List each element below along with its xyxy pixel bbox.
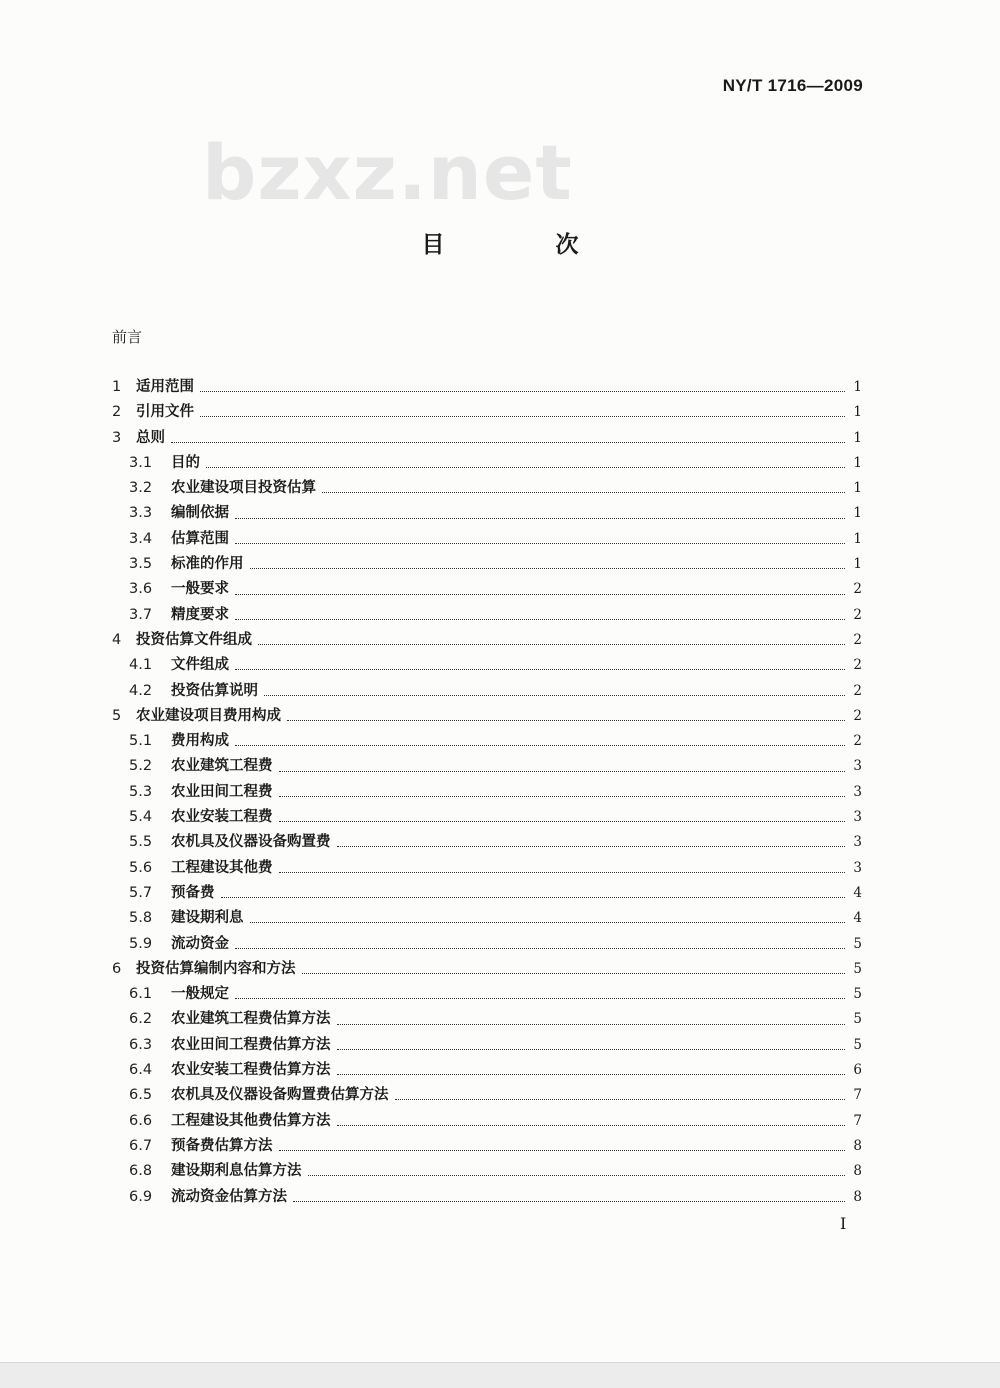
toc-entry[interactable] (112, 628, 862, 653)
toc-entry-page: 1 (853, 530, 862, 547)
toc-entry-title: 农业田间工程费估算方法 (171, 1036, 331, 1053)
toc-dot-leader (206, 467, 845, 468)
toc-entry-title: 农业建筑工程费估算方法 (171, 1011, 331, 1028)
toc-entry-number: 5.1 (129, 733, 153, 750)
toc-entry[interactable] (112, 729, 862, 754)
toc-entry[interactable] (112, 881, 862, 906)
toc-entry-page: 3 (853, 809, 862, 826)
toc-entry-title: 估算范围 (171, 530, 229, 547)
toc-entry[interactable] (112, 1159, 862, 1184)
toc-dot-leader (250, 922, 846, 923)
toc-entry-number: 5.6 (129, 859, 153, 876)
toc-entry-page: 5 (853, 1011, 862, 1028)
bottom-strip (0, 1362, 1000, 1388)
toc-entry-number: 5.9 (129, 935, 153, 952)
toc-entry-page: 8 (853, 1137, 862, 1154)
toc-entry-title: 适用范围 (136, 379, 194, 395)
toc-entry-number: 3.5 (129, 556, 153, 573)
toc-entry-number: 5.4 (129, 809, 153, 826)
toc-dot-leader (235, 948, 845, 949)
page-number: I (840, 1214, 847, 1233)
toc-entry-number: 5.2 (129, 758, 153, 775)
toc-dot-leader (235, 543, 845, 544)
toc-dot-leader (235, 669, 845, 670)
toc-entry[interactable] (112, 906, 862, 931)
toc-entry[interactable] (112, 1083, 862, 1108)
toc-entry-page: 8 (853, 1188, 862, 1205)
toc-entry-title: 费用构成 (171, 733, 229, 750)
toc-dot-leader (279, 796, 846, 797)
toc-entry-title: 建设期利息 (171, 910, 244, 927)
toc-entry-page: 4 (853, 884, 862, 901)
toc-entry-number: 6.3 (129, 1036, 153, 1053)
toc-entry-number: 6.2 (129, 1011, 153, 1028)
toc-entry-title: 投资估算文件组成 (136, 631, 252, 648)
toc-entry-number: 4.2 (129, 682, 153, 699)
toc-entry-page: 5 (853, 986, 862, 1003)
toc-entry-page: 5 (853, 960, 862, 977)
toc-entry[interactable] (112, 527, 862, 552)
toc-entry-number: 3 (112, 429, 122, 446)
toc-entry-title: 预备费 (171, 884, 215, 901)
toc-entry-page: 1 (853, 480, 862, 497)
toc-dot-leader (200, 416, 845, 417)
toc-entry-page: 2 (853, 657, 862, 674)
toc-dot-leader (287, 720, 845, 721)
toc-entry-number: 6.6 (129, 1112, 153, 1129)
toc-dot-leader (221, 897, 846, 898)
toc-entry[interactable] (112, 932, 862, 957)
toc-entry[interactable] (112, 957, 862, 982)
toc-entry[interactable] (112, 830, 862, 855)
toc-entry-page: 1 (853, 556, 862, 573)
toc-entry-page: 8 (853, 1163, 862, 1180)
toc-entry[interactable] (112, 653, 862, 678)
watermark: bzxz.net (202, 128, 573, 217)
toc-entry-title: 农业田间工程费 (171, 783, 273, 800)
toc-entry-number: 6.1 (129, 986, 153, 1003)
toc-entry-title: 一般规定 (171, 986, 229, 1003)
toc-entry-title: 编制依据 (171, 505, 229, 522)
toc-dot-leader (235, 745, 845, 746)
toc-dot-leader (279, 821, 846, 822)
toc-entry[interactable] (112, 1185, 862, 1210)
toc-dot-leader (337, 846, 846, 847)
toc-entry-title: 建设期利息估算方法 (171, 1163, 302, 1180)
standard-code: NY/T 1716—2009 (722, 76, 863, 95)
toc-entry[interactable] (112, 704, 862, 729)
toc-dot-leader (235, 619, 845, 620)
toc-dot-leader (337, 1074, 846, 1075)
toc-entry-number: 5.5 (129, 834, 153, 851)
toc-dot-leader (235, 518, 845, 519)
toc-entry-title: 工程建设其他费 (171, 859, 273, 876)
toc-entry-number: 3.7 (129, 606, 153, 623)
toc-entry[interactable] (112, 805, 862, 830)
toc-entry-title: 工程建设其他费估算方法 (171, 1112, 331, 1129)
toc-entry[interactable] (112, 1007, 862, 1032)
toc-entry-page: 3 (853, 859, 862, 876)
toc-dot-leader (279, 872, 846, 873)
toc-entry-number: 3.1 (129, 454, 153, 471)
toc-dot-leader (395, 1099, 846, 1100)
toc-entry[interactable] (112, 1058, 862, 1083)
toc-entry-number: 5.3 (129, 783, 153, 800)
toc-entry-number: 2 (112, 404, 122, 421)
toc-dot-leader (258, 644, 845, 645)
toc-entry[interactable] (112, 426, 862, 451)
toc-entry-title: 农业安装工程费 (171, 809, 273, 826)
toc-entry-title: 目的 (171, 454, 200, 471)
toc-dot-leader (250, 568, 846, 569)
toc-entry-title: 农机具及仪器设备购置费 (171, 834, 331, 851)
toc-dot-leader (171, 442, 845, 443)
toc-dot-leader (337, 1049, 846, 1050)
toc-entry-number: 6.4 (129, 1062, 153, 1079)
toc-entry-title: 一般要求 (171, 581, 229, 598)
toc-entry-number: 6.9 (129, 1188, 153, 1205)
toc-entry[interactable] (112, 552, 862, 577)
toc-entry-page: 7 (853, 1112, 862, 1129)
toc-entry[interactable] (112, 1033, 862, 1058)
toc-entry-title: 农业建筑工程费 (171, 758, 273, 775)
toc-entry[interactable] (112, 476, 862, 501)
toc-entry-page: 1 (853, 429, 862, 446)
toc-entry-number: 5 (112, 707, 122, 724)
toc-entry[interactable] (112, 375, 862, 400)
toc-entry-number: 5.8 (129, 910, 153, 927)
toc-entry-title: 投资估算编制内容和方法 (136, 960, 296, 977)
toc-foreword: 前言 (112, 328, 143, 346)
toc-entry-title: 农业安装工程费估算方法 (171, 1062, 331, 1079)
toc-entry-number: 1 (112, 379, 122, 395)
toc-dot-leader (264, 695, 845, 696)
toc-entry-page: 4 (853, 910, 862, 927)
toc-entry[interactable] (112, 603, 862, 628)
toc-entry-title: 引用文件 (136, 404, 194, 421)
toc-dot-leader (235, 998, 845, 999)
toc-entry-page: 5 (853, 935, 862, 952)
toc-entry-title: 文件组成 (171, 657, 229, 674)
toc-entry-title: 标准的作用 (171, 556, 244, 573)
toc-entry-page: 2 (853, 631, 862, 648)
toc-entry[interactable] (112, 754, 862, 779)
toc-entry-page: 1 (853, 404, 862, 421)
toc-entry-page: 1 (853, 505, 862, 522)
toc-entry-number: 4 (112, 631, 122, 648)
toc-entry-number: 6 (112, 960, 122, 977)
toc-entry-page: 5 (853, 1036, 862, 1053)
toc-entry-title: 投资估算说明 (171, 682, 258, 699)
toc-dot-leader (279, 771, 846, 772)
toc-entry-title: 农业建设项目投资估算 (171, 480, 316, 497)
toc-entry[interactable] (112, 856, 862, 881)
toc-entry[interactable] (112, 501, 862, 526)
toc-entry-title: 精度要求 (171, 606, 229, 623)
toc-entry-page: 3 (853, 783, 862, 800)
toc-entry-number: 3.4 (129, 530, 153, 547)
toc-entry[interactable] (112, 679, 862, 704)
toc-entry[interactable] (112, 451, 862, 476)
toc-entry-title: 预备费估算方法 (171, 1137, 273, 1154)
toc-entry[interactable] (112, 400, 862, 425)
toc-entry[interactable] (112, 1109, 862, 1134)
toc-dot-leader (200, 391, 845, 392)
toc-dot-leader (337, 1024, 846, 1025)
toc-entry-page: 6 (853, 1062, 862, 1079)
toc-entry-number: 6.5 (129, 1087, 153, 1104)
toc-list (112, 375, 862, 1210)
toc-entry[interactable] (112, 780, 862, 805)
toc-entry[interactable] (112, 982, 862, 1007)
toc-entry-page: 3 (853, 834, 862, 851)
toc-entry[interactable] (112, 577, 862, 602)
toc-entry-title: 总则 (136, 429, 165, 446)
toc-entry-number: 6.8 (129, 1163, 153, 1180)
toc-entry-page: 2 (853, 606, 862, 623)
toc-entry-number: 6.7 (129, 1137, 153, 1154)
toc-entry-number: 4.1 (129, 657, 153, 674)
toc-entry-number: 5.7 (129, 884, 153, 901)
toc-entry-number: 3.6 (129, 581, 153, 598)
toc-dot-leader (337, 1125, 846, 1126)
toc-title: 目 次 (421, 232, 623, 258)
toc-entry-title: 流动资金估算方法 (171, 1188, 287, 1205)
toc-dot-leader (302, 973, 846, 974)
toc-dot-leader (308, 1175, 846, 1176)
toc-entry-page: 2 (853, 707, 862, 724)
toc-dot-leader (279, 1150, 846, 1151)
toc-entry-page: 1 (853, 379, 862, 395)
toc-dot-leader (322, 492, 845, 493)
toc-entry-title: 农业建设项目费用构成 (136, 707, 281, 724)
toc-entry-page: 2 (853, 581, 862, 598)
toc-entry-page: 2 (853, 733, 862, 750)
toc-entry-page: 3 (853, 758, 862, 775)
toc-dot-leader (235, 594, 845, 595)
toc-entry-number: 3.3 (129, 505, 153, 522)
toc-dot-leader (293, 1201, 845, 1202)
toc-entry-page: 2 (853, 682, 862, 699)
toc-entry-title: 流动资金 (171, 935, 229, 952)
toc-entry[interactable] (112, 1134, 862, 1159)
toc-entry-page: 7 (853, 1087, 862, 1104)
toc-entry-title: 农机具及仪器设备购置费估算方法 (171, 1087, 389, 1104)
toc-entry-number: 3.2 (129, 480, 153, 497)
toc-entry-page: 1 (853, 454, 862, 471)
